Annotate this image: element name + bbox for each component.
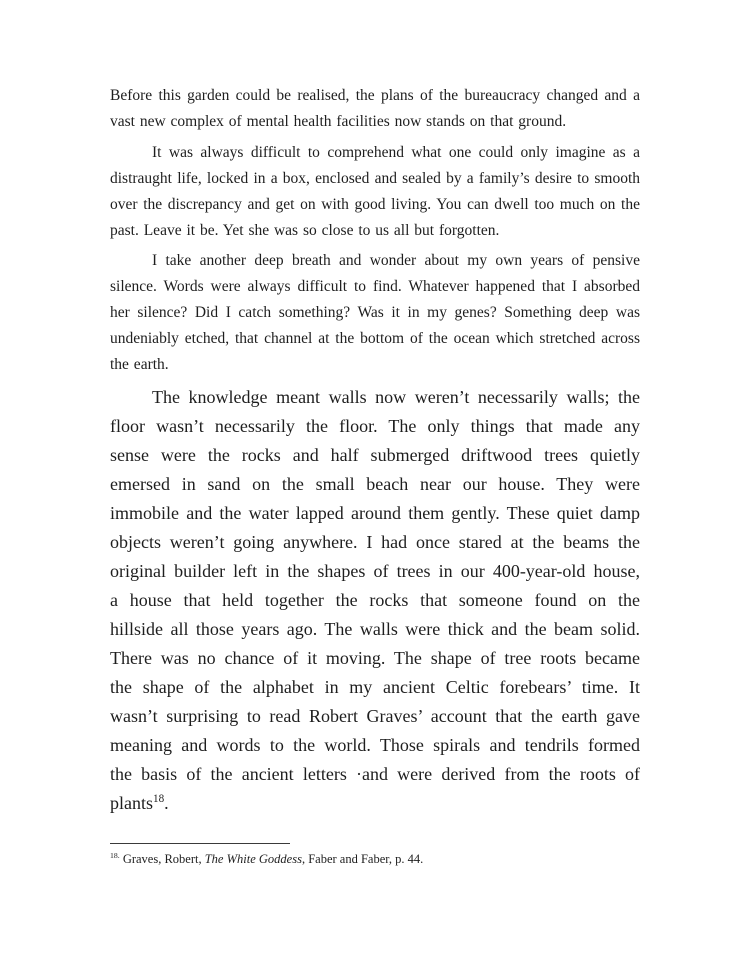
paragraph-continuation: Before this garden could be realised, the plans of the bureaucracy changed and a vast new complex of mental health facilities now stands on that ground.: [110, 87, 640, 130]
footnote: [110, 850, 640, 868]
footnote-reference-number: 18: [153, 793, 165, 805]
body-text-column: [110, 0, 640, 970]
footnote-book-title: The White Goddess: [204, 852, 302, 866]
paragraph-knowledge-walls: [110, 383, 640, 818]
footnote-separator-rule: [110, 843, 290, 844]
paragraph-pensive-silence: I take another deep breath and wonder about my own years of pensive silence. Words were always difficult to find. Whatever happened that I absorbed her silence? Did I catch something? Was it in my genes? Something deep was undeniably etched, that channel at the bottom of the ocean which stretched across the earth.: [110, 252, 640, 373]
paragraph-knowledge-walls-text: The knowledge meant walls now weren’t necessarily walls; the floor wasn’t necessarily the floor. The only things that made any sense were the rocks and half submerged driftwood trees quietly emersed in sand on the small beach near our house. They were immobile and the water lapped around them gently. These quiet damp objects weren’t going anywhere. I had once stared at the beams the original builder left in the shapes of trees in our 400-year-old house, a house that held together the rocks that someone found on the hillside all those years ago. The walls were thick and the beam solid. There was no chance of it moving. The shape of tree roots became the shape of the alphabet in my ancient Celtic forebears’ time. It wasn’t surprising to read Robert Graves’ account that the earth gave meaning and words to the world. Those spirals and tendrils formed the basis of the ancient letters ·and were derived from the roots of plants: [110, 387, 640, 813]
footnote-marker: 18.: [110, 850, 120, 860]
footnote-citation-publisher: , Faber and Faber, p. 44.: [301, 852, 424, 866]
paragraph-knowledge-walls-end: .: [164, 793, 169, 813]
paragraph-distraught-life: It was always difficult to comprehend what one could only imagine as a distraught life, locked in a box, enclosed and sealed by a family’s desire to smooth over the discrepancy and get on with good living. You can dwell too much on the past. Leave it be. Yet she was so close to us all but forgotten.: [110, 144, 640, 239]
footnote-citation-author: Graves, Robert,: [119, 852, 205, 866]
